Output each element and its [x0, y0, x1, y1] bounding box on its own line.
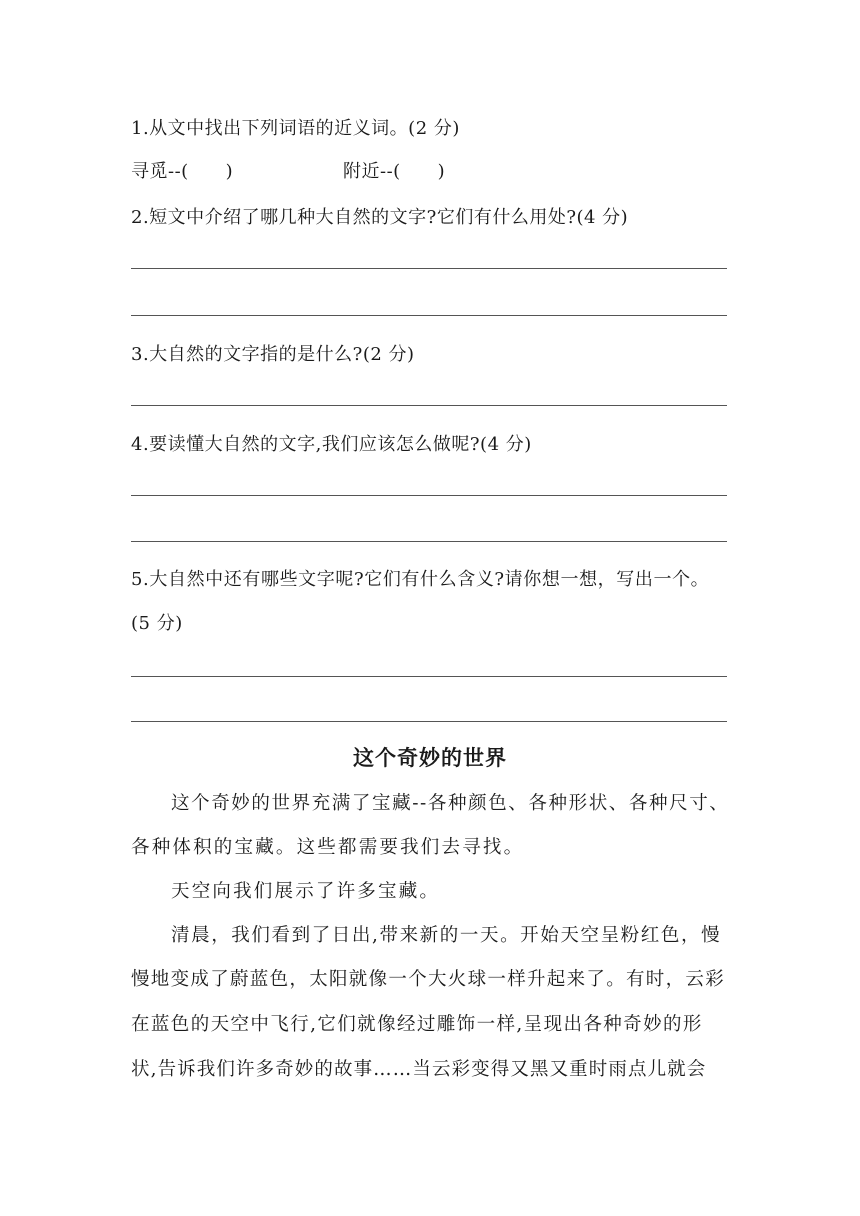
answer-line — [131, 676, 727, 677]
article-title: 这个奇妙的世界 — [353, 746, 507, 770]
article-paragraph-line: 在蓝色的天空中飞行,它们就像经过雕饰一样,呈现出各种奇妙的形 — [131, 1014, 703, 1035]
question-1-item-b: 附近--( ) — [343, 161, 446, 182]
answer-line — [131, 721, 727, 722]
article-paragraph-line: 慢地变成了蔚蓝色，太阳就像一个大火球一样升起来了。有时，云彩 — [131, 969, 726, 990]
answer-line — [131, 315, 727, 316]
question-3: 3.大自然的文字指的是什么?(2 分) — [131, 344, 415, 365]
answer-line — [131, 405, 727, 406]
question-5-score: (5 分) — [131, 613, 183, 634]
question-1: 1.从文中找出下列词语的近义词。(2 分) — [131, 118, 460, 139]
question-1-item-a: 寻觅--( ) — [131, 161, 234, 182]
answer-line — [131, 541, 727, 542]
answer-line — [131, 495, 727, 496]
article-paragraph-line: 状,告诉我们许多奇妙的故事……当云彩变得又黑又重时雨点儿就会 — [131, 1059, 707, 1080]
answer-line — [131, 268, 727, 269]
article-paragraph-line: 清晨，我们看到了日出,带来新的一天。开始天空呈粉红色，慢 — [171, 925, 722, 946]
question-5: 5.大自然中还有哪些文字呢?它们有什么含义?请你想一想，写出一个。 — [131, 569, 710, 590]
article-paragraph-line: 各种体积的宝藏。这些都需要我们去寻找。 — [131, 837, 525, 858]
question-4: 4.要读懂大自然的文字,我们应该怎么做呢?(4 分) — [131, 434, 532, 455]
article-paragraph-line: 这个奇妙的世界充满了宝藏--各种颜色、各种形状、各种尺寸、 — [171, 793, 730, 814]
article-paragraph-line: 天空向我们展示了许多宝藏。 — [171, 881, 441, 902]
question-2: 2.短文中介绍了哪几种大自然的文字?它们有什么用处?(4 分) — [131, 207, 629, 228]
